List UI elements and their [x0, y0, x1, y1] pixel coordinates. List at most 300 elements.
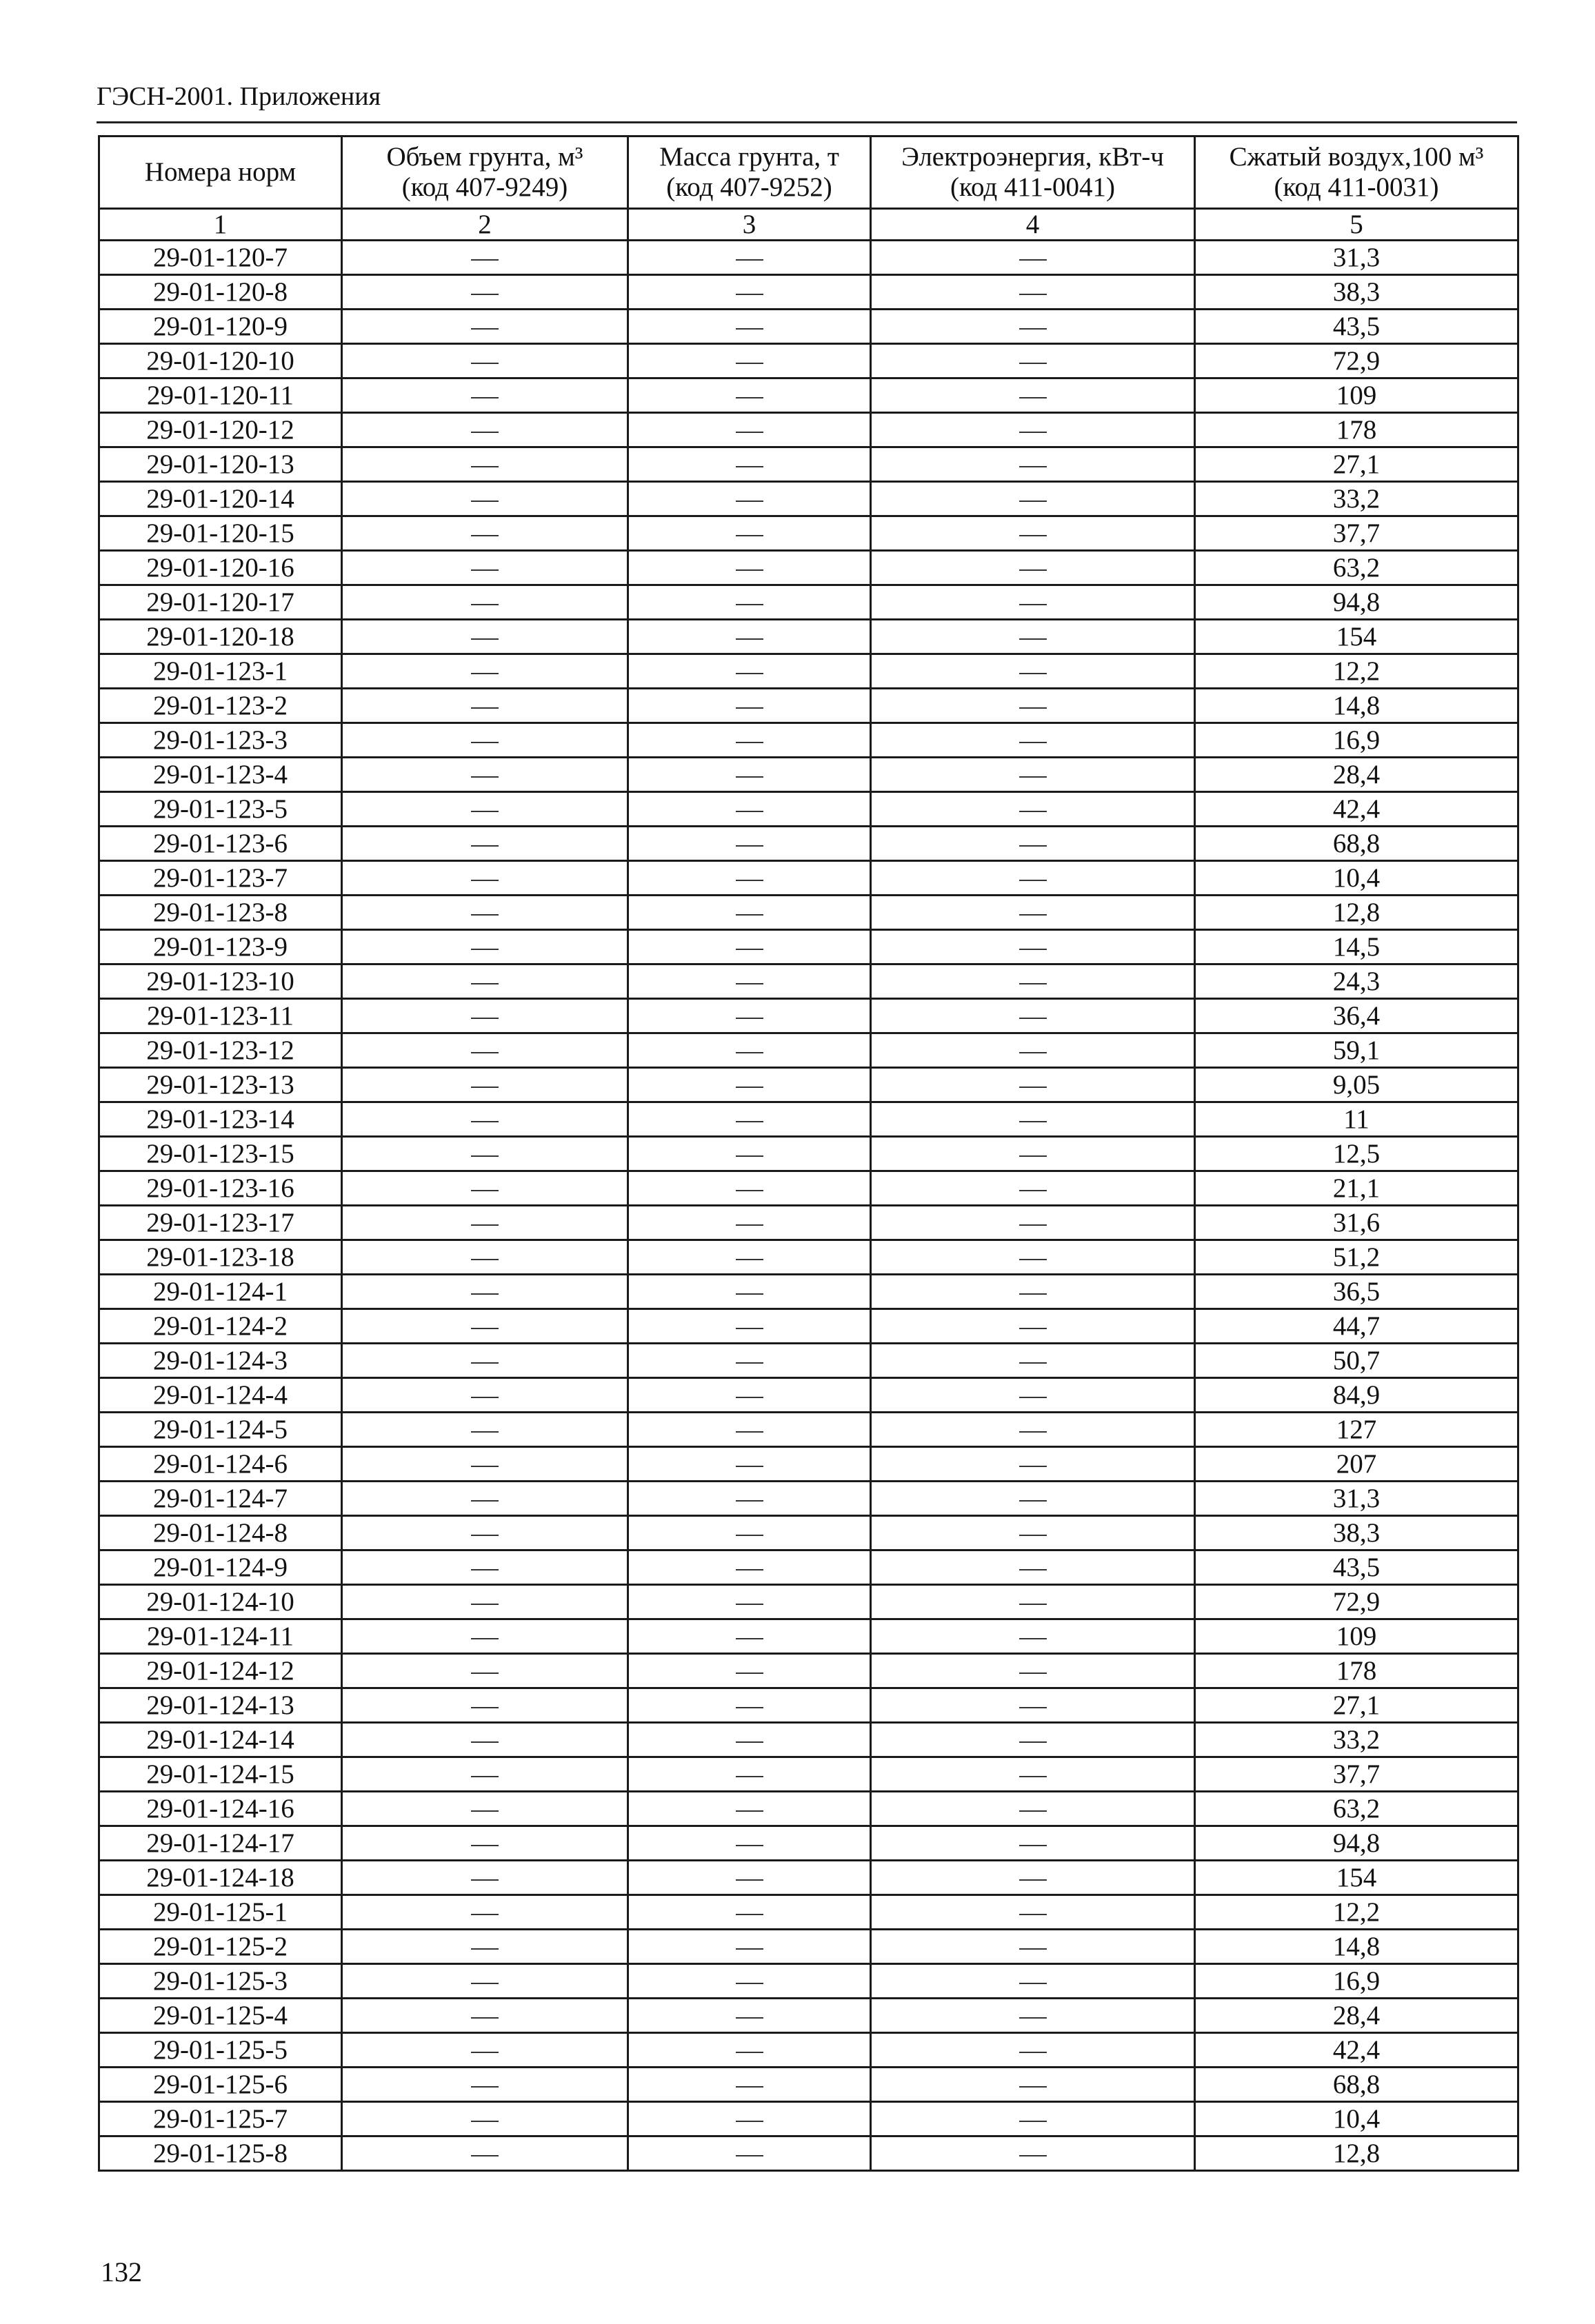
norm-number-cell: 29-01-123-3 — [99, 723, 342, 758]
electricity-cell — [871, 2102, 1195, 2136]
empty-dash — [736, 1948, 763, 1950]
norm-number-cell: 29-01-123-5 — [99, 792, 342, 827]
table-row — [99, 1895, 1518, 1930]
compressed-air-cell: 33,2 — [1195, 1723, 1518, 1757]
table-row — [99, 275, 1518, 310]
soil-mass-cell — [628, 1964, 871, 1999]
electricity-cell — [871, 1757, 1195, 1792]
norm-number-cell: 29-01-123-10 — [99, 964, 342, 999]
empty-dash — [1019, 2086, 1047, 2088]
empty-dash — [736, 432, 763, 433]
table-row — [99, 930, 1518, 964]
empty-dash — [471, 1638, 499, 1639]
empty-dash — [736, 1018, 763, 1019]
electricity-cell — [871, 1068, 1195, 1102]
soil-mass-cell — [628, 1275, 871, 1309]
electricity-cell — [871, 1033, 1195, 1068]
empty-dash — [1019, 1948, 1047, 1950]
empty-dash — [1019, 1121, 1047, 1122]
soil-volume-cell — [342, 1516, 628, 1550]
empty-dash — [1019, 638, 1047, 640]
electricity-cell — [871, 620, 1195, 654]
header-line1: Электроэнергия, кВт-ч — [901, 142, 1164, 172]
soil-mass-cell — [628, 1550, 871, 1585]
empty-dash — [471, 2121, 499, 2122]
empty-dash — [1019, 535, 1047, 536]
soil-mass-cell — [628, 310, 871, 344]
table-row — [99, 654, 1518, 689]
soil-volume-cell — [342, 1171, 628, 1206]
norm-number-cell: 29-01-123-8 — [99, 896, 342, 930]
empty-dash — [1019, 1431, 1047, 1433]
electricity-cell — [871, 1240, 1195, 1275]
soil-mass-cell — [628, 1861, 871, 1895]
table-row — [99, 482, 1518, 516]
soil-mass-cell — [628, 999, 871, 1033]
soil-volume-cell — [342, 1826, 628, 1861]
empty-dash — [471, 1397, 499, 1398]
electricity-cell — [871, 1999, 1195, 2033]
compressed-air-cell: 50,7 — [1195, 1344, 1518, 1378]
electricity-cell — [871, 585, 1195, 620]
soil-mass-cell — [628, 1585, 871, 1619]
electricity-cell — [871, 2033, 1195, 2068]
empty-dash — [1019, 1155, 1047, 1157]
norm-number-cell: 29-01-124-17 — [99, 1826, 342, 1861]
soil-mass-cell — [628, 1895, 871, 1930]
empty-dash — [736, 604, 763, 605]
table-row — [99, 1654, 1518, 1688]
soil-mass-cell — [628, 1068, 871, 1102]
header-line2: (код 407-9252) — [666, 172, 832, 202]
compressed-air-cell: 12,2 — [1195, 654, 1518, 689]
compressed-air-cell: 12,8 — [1195, 896, 1518, 930]
soil-volume-cell — [342, 2102, 628, 2136]
empty-dash — [736, 742, 763, 743]
empty-dash — [1019, 328, 1047, 330]
electricity-cell — [871, 1344, 1195, 1378]
table-row — [99, 1757, 1518, 1792]
soil-volume-cell — [342, 1654, 628, 1688]
table-row — [99, 827, 1518, 861]
empty-dash — [736, 1328, 763, 1329]
empty-dash — [471, 880, 499, 881]
soil-volume-cell — [342, 620, 628, 654]
empty-dash — [1019, 1293, 1047, 1295]
empty-dash — [471, 1087, 499, 1088]
empty-dash — [1019, 604, 1047, 605]
header-line2: (код 411-0031) — [1274, 172, 1439, 202]
empty-dash — [736, 1466, 763, 1467]
table-row — [99, 1068, 1518, 1102]
empty-dash — [736, 811, 763, 812]
header-soil-mass — [628, 137, 871, 209]
soil-mass-cell — [628, 1792, 871, 1826]
empty-dash — [1019, 1087, 1047, 1088]
empty-dash — [736, 2017, 763, 2019]
empty-dash — [1019, 1879, 1047, 1881]
empty-dash — [736, 776, 763, 778]
soil-volume-cell — [342, 1999, 628, 2033]
soil-mass-cell — [628, 1930, 871, 1964]
empty-dash — [736, 501, 763, 502]
soil-mass-cell — [628, 1309, 871, 1344]
compressed-air-cell: 11 — [1195, 1102, 1518, 1137]
empty-dash — [736, 1879, 763, 1881]
table-row — [99, 1688, 1518, 1723]
empty-dash — [471, 294, 499, 295]
soil-volume-cell — [342, 1137, 628, 1171]
compressed-air-cell: 42,4 — [1195, 792, 1518, 827]
norm-number-cell: 29-01-124-3 — [99, 1344, 342, 1378]
soil-volume-cell — [342, 1275, 628, 1309]
header-line1: Номера норм — [144, 157, 297, 187]
soil-mass-cell — [628, 792, 871, 827]
electricity-cell — [871, 758, 1195, 792]
empty-dash — [471, 1224, 499, 1226]
electricity-cell — [871, 792, 1195, 827]
table-row — [99, 344, 1518, 378]
empty-dash — [471, 363, 499, 364]
empty-dash — [1019, 1052, 1047, 1053]
table-row — [99, 1723, 1518, 1757]
electricity-cell — [871, 1895, 1195, 1930]
table-row — [99, 1482, 1518, 1516]
soil-mass-cell — [628, 551, 871, 585]
empty-dash — [1019, 1638, 1047, 1639]
empty-dash — [1019, 1018, 1047, 1019]
empty-dash — [736, 1707, 763, 1708]
empty-dash — [1019, 2155, 1047, 2156]
soil-volume-cell — [342, 1895, 628, 1930]
empty-dash — [471, 1466, 499, 1467]
soil-mass-cell — [628, 241, 871, 275]
table-row — [99, 1619, 1518, 1654]
empty-dash — [471, 1328, 499, 1329]
norm-number-cell: 29-01-123-9 — [99, 930, 342, 964]
empty-dash — [1019, 845, 1047, 847]
compressed-air-cell: 38,3 — [1195, 275, 1518, 310]
soil-volume-cell — [342, 1413, 628, 1447]
electricity-cell — [871, 241, 1195, 275]
empty-dash — [1019, 1741, 1047, 1743]
compressed-air-cell: 27,1 — [1195, 447, 1518, 482]
table-row — [99, 792, 1518, 827]
soil-volume-cell — [342, 827, 628, 861]
norm-number-cell: 29-01-124-13 — [99, 1688, 342, 1723]
empty-dash — [736, 363, 763, 364]
soil-volume-cell — [342, 447, 628, 482]
compressed-air-cell: 12,5 — [1195, 1137, 1518, 1171]
compressed-air-cell: 109 — [1195, 1619, 1518, 1654]
empty-dash — [1019, 1569, 1047, 1570]
empty-dash — [471, 1776, 499, 1777]
electricity-cell — [871, 2068, 1195, 2102]
norm-number-cell: 29-01-123-13 — [99, 1068, 342, 1102]
norm-number-cell: 29-01-124-1 — [99, 1275, 342, 1309]
empty-dash — [736, 707, 763, 709]
compressed-air-cell: 31,3 — [1195, 241, 1518, 275]
electricity-cell — [871, 378, 1195, 413]
electricity-cell — [871, 516, 1195, 551]
empty-dash — [471, 1845, 499, 1846]
electricity-cell — [871, 1723, 1195, 1757]
empty-dash — [471, 1293, 499, 1295]
compressed-air-cell: 24,3 — [1195, 964, 1518, 999]
empty-dash — [1019, 1535, 1047, 1536]
electricity-cell — [871, 2136, 1195, 2171]
empty-dash — [736, 1293, 763, 1295]
table-row — [99, 1275, 1518, 1309]
soil-mass-cell — [628, 1033, 871, 1068]
norm-number-cell: 29-01-123-16 — [99, 1171, 342, 1206]
empty-dash — [471, 914, 499, 916]
empty-dash — [736, 1155, 763, 1157]
empty-dash — [736, 2121, 763, 2122]
soil-volume-cell — [342, 1240, 628, 1275]
soil-mass-cell — [628, 1413, 871, 1447]
soil-mass-cell — [628, 1447, 871, 1482]
column-number: 5 — [1195, 209, 1518, 241]
electricity-cell — [871, 689, 1195, 723]
compressed-air-cell: 14,8 — [1195, 689, 1518, 723]
soil-mass-cell — [628, 896, 871, 930]
norm-number-cell: 29-01-125-7 — [99, 2102, 342, 2136]
soil-mass-cell — [628, 2033, 871, 2068]
norm-number-cell: 29-01-124-2 — [99, 1309, 342, 1344]
soil-volume-cell — [342, 2033, 628, 2068]
electricity-cell — [871, 827, 1195, 861]
empty-dash — [1019, 1707, 1047, 1708]
compressed-air-cell: 178 — [1195, 413, 1518, 447]
header-compressed-air — [1195, 137, 1518, 209]
empty-dash — [1019, 707, 1047, 709]
compressed-air-cell: 207 — [1195, 1447, 1518, 1482]
soil-volume-cell — [342, 585, 628, 620]
norm-number-cell: 29-01-124-15 — [99, 1757, 342, 1792]
soil-mass-cell — [628, 1723, 871, 1757]
norm-number-cell: 29-01-124-9 — [99, 1550, 342, 1585]
column-number: 1 — [99, 209, 342, 241]
empty-dash — [736, 2086, 763, 2088]
norm-number-cell: 29-01-123-18 — [99, 1240, 342, 1275]
norm-number-cell: 29-01-123-14 — [99, 1102, 342, 1137]
empty-dash — [736, 1087, 763, 1088]
empty-dash — [1019, 1776, 1047, 1777]
empty-dash — [471, 1259, 499, 1260]
electricity-cell — [871, 1482, 1195, 1516]
empty-dash — [471, 1983, 499, 1984]
empty-dash — [736, 1535, 763, 1536]
empty-dash — [1019, 1845, 1047, 1846]
soil-volume-cell — [342, 861, 628, 896]
empty-dash — [736, 1362, 763, 1364]
electricity-cell — [871, 1585, 1195, 1619]
empty-dash — [471, 501, 499, 502]
soil-mass-cell — [628, 723, 871, 758]
soil-mass-cell — [628, 413, 871, 447]
compressed-air-cell: 59,1 — [1195, 1033, 1518, 1068]
compressed-air-cell: 31,6 — [1195, 1206, 1518, 1240]
empty-dash — [471, 845, 499, 847]
table-row — [99, 861, 1518, 896]
electricity-cell — [871, 344, 1195, 378]
table-row — [99, 1413, 1518, 1447]
empty-dash — [471, 1741, 499, 1743]
soil-mass-cell — [628, 758, 871, 792]
compressed-air-cell: 127 — [1195, 1413, 1518, 1447]
soil-volume-cell — [342, 758, 628, 792]
empty-dash — [471, 328, 499, 330]
empty-dash — [736, 2155, 763, 2156]
soil-volume-cell — [342, 654, 628, 689]
compressed-air-cell: 37,7 — [1195, 1757, 1518, 1792]
empty-dash — [736, 1776, 763, 1777]
compressed-air-cell: 84,9 — [1195, 1378, 1518, 1413]
soil-mass-cell — [628, 1999, 871, 2033]
empty-dash — [471, 2017, 499, 2019]
norm-number-cell: 29-01-123-4 — [99, 758, 342, 792]
compressed-air-cell: 36,4 — [1195, 999, 1518, 1033]
norm-number-cell: 29-01-125-1 — [99, 1895, 342, 1930]
soil-mass-cell — [628, 964, 871, 999]
compressed-air-cell: 28,4 — [1195, 1999, 1518, 2033]
empty-dash — [736, 1052, 763, 1053]
soil-mass-cell — [628, 620, 871, 654]
empty-dash — [1019, 1466, 1047, 1467]
norm-number-cell: 29-01-124-18 — [99, 1861, 342, 1895]
soil-mass-cell — [628, 482, 871, 516]
empty-dash — [471, 466, 499, 467]
empty-dash — [471, 432, 499, 433]
empty-dash — [1019, 2017, 1047, 2019]
compressed-air-cell: 10,4 — [1195, 861, 1518, 896]
empty-dash — [736, 294, 763, 295]
empty-dash — [471, 1569, 499, 1570]
soil-volume-cell — [342, 2068, 628, 2102]
soil-mass-cell — [628, 1516, 871, 1550]
compressed-air-cell: 10,4 — [1195, 2102, 1518, 2136]
norm-number-cell: 29-01-120-17 — [99, 585, 342, 620]
table-row — [99, 1137, 1518, 1171]
empty-dash — [1019, 1673, 1047, 1674]
empty-dash — [1019, 914, 1047, 916]
header-soil-volume — [342, 137, 628, 209]
table-row — [99, 1930, 1518, 1964]
norm-number-cell: 29-01-125-4 — [99, 1999, 342, 2033]
compressed-air-cell: 43,5 — [1195, 310, 1518, 344]
soil-volume-cell — [342, 344, 628, 378]
table-row — [99, 1585, 1518, 1619]
soil-volume-cell — [342, 1723, 628, 1757]
table-row — [99, 1171, 1518, 1206]
soil-volume-cell — [342, 1964, 628, 1999]
table-row — [99, 2136, 1518, 2171]
header-line1: Сжатый воздух,100 м³ — [1229, 142, 1484, 172]
compressed-air-cell: 68,8 — [1195, 827, 1518, 861]
empty-dash — [736, 535, 763, 536]
empty-dash — [471, 638, 499, 640]
empty-dash — [471, 1707, 499, 1708]
empty-dash — [1019, 1224, 1047, 1226]
norm-number-cell: 29-01-120-14 — [99, 482, 342, 516]
compressed-air-cell: 72,9 — [1195, 344, 1518, 378]
empty-dash — [1019, 1328, 1047, 1329]
empty-dash — [471, 949, 499, 950]
empty-dash — [471, 535, 499, 536]
table-row — [99, 310, 1518, 344]
norm-number-cell: 29-01-120-8 — [99, 275, 342, 310]
empty-dash — [736, 638, 763, 640]
empty-dash — [736, 1673, 763, 1674]
soil-volume-cell — [342, 1550, 628, 1585]
soil-volume-cell — [342, 1757, 628, 1792]
electricity-cell — [871, 1930, 1195, 1964]
compressed-air-cell: 14,5 — [1195, 930, 1518, 964]
norm-number-cell: 29-01-125-8 — [99, 2136, 342, 2171]
soil-volume-cell — [342, 1792, 628, 1826]
electricity-cell — [871, 723, 1195, 758]
empty-dash — [736, 1500, 763, 1502]
soil-volume-cell — [342, 1447, 628, 1482]
electricity-cell — [871, 413, 1195, 447]
empty-dash — [1019, 949, 1047, 950]
empty-dash — [736, 914, 763, 916]
empty-dash — [1019, 1914, 1047, 1915]
empty-dash — [1019, 1500, 1047, 1502]
norm-number-cell: 29-01-123-17 — [99, 1206, 342, 1240]
table-row — [99, 413, 1518, 447]
table-row — [99, 1792, 1518, 1826]
norm-number-cell: 29-01-124-6 — [99, 1447, 342, 1482]
empty-dash — [1019, 811, 1047, 812]
soil-volume-cell — [342, 1309, 628, 1344]
empty-dash — [471, 983, 499, 984]
norm-number-cell: 29-01-120-11 — [99, 378, 342, 413]
norm-number-cell: 29-01-120-13 — [99, 447, 342, 482]
norm-number-cell: 29-01-124-10 — [99, 1585, 342, 1619]
empty-dash — [471, 397, 499, 398]
table-row — [99, 1033, 1518, 1068]
compressed-air-cell: 72,9 — [1195, 1585, 1518, 1619]
empty-dash — [471, 604, 499, 605]
soil-volume-cell — [342, 1861, 628, 1895]
soil-volume-cell — [342, 1482, 628, 1516]
norm-number-cell: 29-01-120-10 — [99, 344, 342, 378]
empty-dash — [1019, 1604, 1047, 1605]
empty-dash — [1019, 880, 1047, 881]
soil-mass-cell — [628, 2068, 871, 2102]
compressed-air-cell: 94,8 — [1195, 585, 1518, 620]
norm-number-cell: 29-01-124-14 — [99, 1723, 342, 1757]
norm-number-cell: 29-01-123-7 — [99, 861, 342, 896]
empty-dash — [1019, 1810, 1047, 1812]
table-row — [99, 723, 1518, 758]
soil-mass-cell — [628, 585, 871, 620]
soil-mass-cell — [628, 1654, 871, 1688]
electricity-cell — [871, 861, 1195, 896]
header-line1: Масса грунта, т — [659, 142, 839, 172]
soil-mass-cell — [628, 1378, 871, 1413]
compressed-air-cell: 42,4 — [1195, 2033, 1518, 2068]
empty-dash — [736, 1569, 763, 1570]
empty-dash — [1019, 466, 1047, 467]
empty-dash — [736, 1810, 763, 1812]
empty-dash — [471, 1431, 499, 1433]
soil-volume-cell — [342, 930, 628, 964]
soil-volume-cell — [342, 516, 628, 551]
compressed-air-cell: 9,05 — [1195, 1068, 1518, 1102]
